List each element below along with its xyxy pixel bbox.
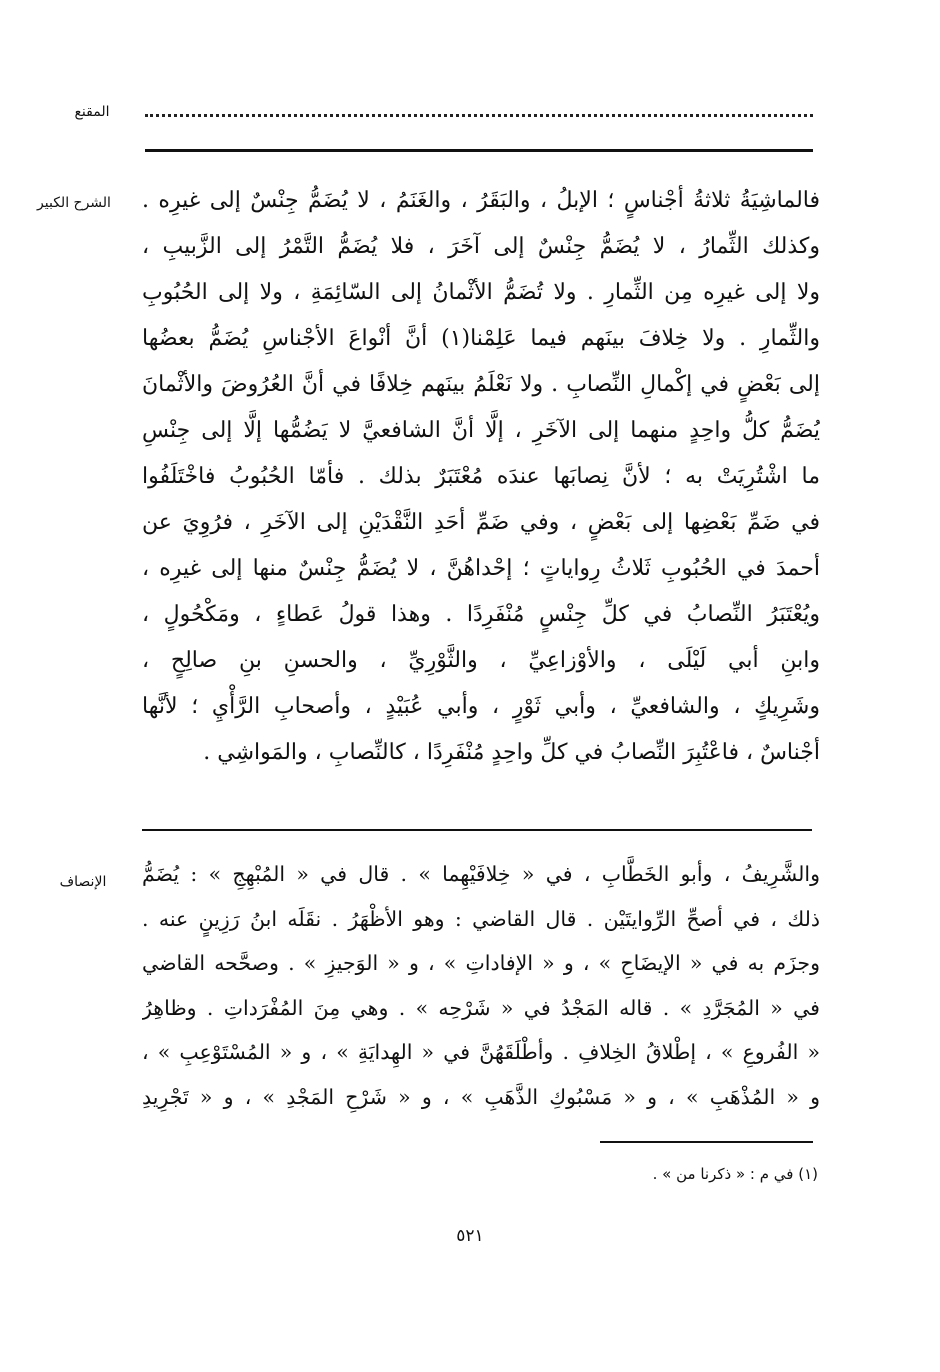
footnote-rule <box>600 1141 813 1143</box>
text-line: وشَرِيكٍ ، والشافعيِّ ، وأبي ثَوْرٍ ، وأبي عُبَيْدٍ ، وأصحابِ الرَّأْيِ ؛ لأنَّها <box>142 694 820 719</box>
text-line: وكذلك الثِّمارُ ، لا يُضَمُّ جِنْسٌ إلى آخَرَ ، فلا يُضَمُّ التَّمْرُ إلى الزَّبيبِ ، <box>142 234 820 259</box>
header-dotted-line <box>145 114 813 117</box>
section-label-insaf: الإنصاف <box>59 874 107 890</box>
page-number: ٥٢١ <box>456 1226 484 1246</box>
text-line: ويُعْتَبَرُ النِّصابُ في كلِّ جِنْسٍ مُنْفَرِدًا . وهذا قولُ عَطاءٍ ، ومَكْحُولٍ ، <box>142 602 820 627</box>
section-divider <box>142 829 812 831</box>
text-line: وابنِ أبي لَيْلَى ، والأوْزاعِيِّ ، والثَّوْرِيِّ ، والحسنِ بنِ صالِحٍ ، <box>142 648 820 673</box>
text-line: يُضَمُّ كلُّ واحِدٍ منهما إلى الآخَرِ ، إلَّا أنَّ الشافعيَّ لا يَضُمُّها إلَّا إلى جِنْسِ <box>142 418 820 443</box>
text-line: فالماشِيَةُ ثلاثةُ أجْناسٍ ؛ الإبلُ ، والبَقَرُ ، والغَنَمُ ، لا يُضَمُّ جِنْسٌ إلى غيرِه . <box>142 188 820 213</box>
footnote: (١) في م : « ذكرنا من » . <box>652 1165 818 1183</box>
text-line: أجْناسٌ ، فاعْتُبِرَ النِّصابُ في كلِّ واحِدٍ مُنْفَرِدًا ، كالنِّصابِ ، والمَواشِي . <box>203 740 820 765</box>
text-line: والثِّمارِ . ولا خِلافَ بينَهم فيما عَلِمْنا(١) أنَّ أنْواعَ الأجْناسِ يُضَمُّ بعضُها <box>142 326 820 351</box>
text-line: وجزَم به في « الإيضَاحِ » ، و « الإفاداتِ » ، و « الوَجيزِ » . وصحَّحه القاضي <box>142 951 820 975</box>
sharh-text-block <box>142 178 820 776</box>
insaf-text-block <box>142 852 820 1119</box>
text-line: « الفُروعِ » ، إطْلاقُ الخِلافِ . وأطْلَقَهُنَّ في « الهِدايَةِ » ، و « المُسْتَوْعِبِ » ، <box>142 1040 820 1064</box>
text-line: ذلك ، في أصحِّ الرِّوايتَيْن . قال القاضي : وهو الأظْهَرُ . نقَلَه ابنُ رَزِينٍ عنه . <box>142 906 820 931</box>
text-line: ما اشْتُرِيَتْ به ؛ لأنَّ نِصابَها عندَه مُعْتَبَرٌ بذلك . فأمّا الحُبُوبُ فاخْتَلَفُوا <box>142 464 820 489</box>
section-label-sharh: الشرح الكبير <box>37 195 111 211</box>
text-line: أحمدَ في الحُبُوبِ ثَلاثُ رِواياتٍ ؛ إحْداهُنَّ ، لا يُضَمُّ جِنْسٌ منها إلى غيرِه ، <box>142 556 820 581</box>
text-line: و « المُذْهَبِ » ، و « مَسْبُوكِ الذَّهَبِ » ، و « شَرْحِ المَجْدِ » ، و « تَجْرِيدِ <box>142 1084 820 1109</box>
text-line: ولا إلى غيرِه مِن الثِّمارِ . ولا تُضَمُّ الأثْمانُ إلى السّائِمَةِ ، ولا إلى الحُبُوبِ <box>142 280 820 305</box>
text-line: والشَّرِيفُ ، وأبو الخَطَّابِ ، في « خِلافَيْهِما » . قال في « المُبْهِجِ » : يُضَمُّ <box>142 862 820 886</box>
running-header-title: المقنع <box>74 104 110 120</box>
header-rule <box>145 149 813 152</box>
text-line: في « المُجَرَّدِ » . قاله المَجْدُ في « شَرْحِه » . وهي مِنَ المُفْرَداتِ . وظاهِرُ <box>142 995 820 1020</box>
text-line: في ضَمِّ بَعْضِها إلى بَعْضٍ ، وفي ضَمِّ أحَدِ النَّقْدَيْنِ إلى الآخَرِ ، فرُوِيَ عن <box>142 510 820 535</box>
text-line: إلى بَعْضٍ في إكْمالِ النِّصابِ . ولا نَعْلَمُ بينَهم خِلافًا في أنَّ العُرُوضَ والأثْمانَ <box>142 372 820 397</box>
